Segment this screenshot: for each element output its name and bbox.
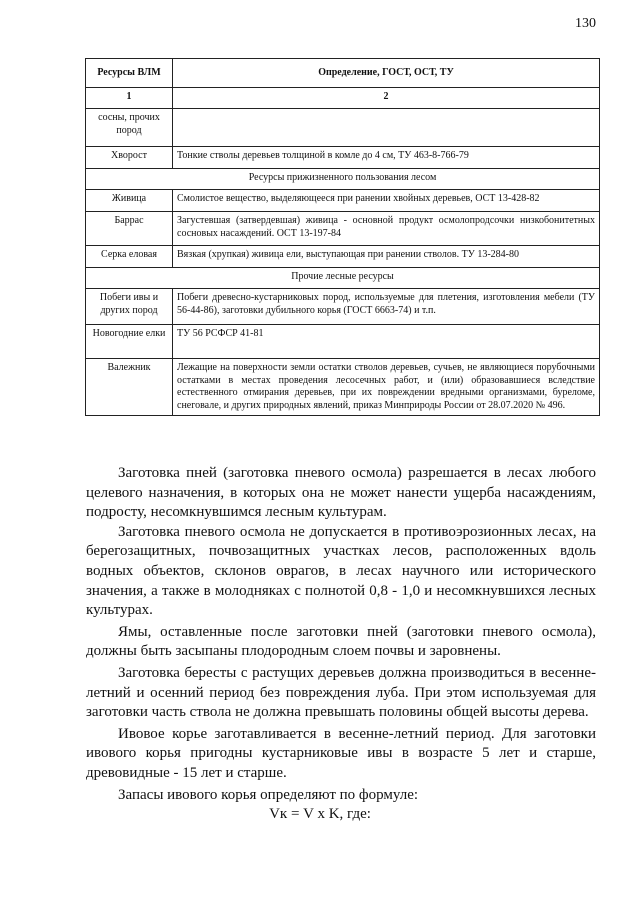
body-text bbox=[86, 464, 596, 805]
table-row bbox=[86, 246, 600, 268]
paragraph: Заготовка пней (заготовка пневого осмола) разрешается в лесах любого целевого назначения, в которых она не может нанести ущерба насаждениям, подросту, несомкнувшимся лесным культурам. bbox=[86, 465, 596, 521]
resource-name: Хворост bbox=[86, 147, 173, 169]
paragraph: Запасы ивового корья определяют по формуле: bbox=[118, 786, 419, 803]
resource-definition: Лежащие на поверхности земли остатки стволов деревьев, сучьев, не являющиеся порубочными остатками в местах проведения лесосечных работ, и (или) образовавшиеся вследствие естественного отмирания деревьев, при их повреждении вредными организмами, буреломе, снеговале, и других природных явлений, приказ Минприроды России от 28.07.2020 № 496. bbox=[173, 359, 600, 416]
resource-name: сосны, прочих пород bbox=[86, 109, 173, 147]
paragraph: Заготовка пневого осмола не допускается в противоэрозионных лесах, на берегозащитных, почвозащитных участках лесов, расположенных вдоль водных объектов, склонов оврагов, в лесах научного или исторического значения, а также в молодняках с полнотой 0,8 - 1,0 и несомкнувшихся лесных культурах. bbox=[86, 523, 596, 619]
resource-definition: Смолистое вещество, выделяющееся при ранении хвойных деревьев, ОСТ 13-428-82 bbox=[173, 190, 600, 212]
column-number-1: 1 bbox=[86, 88, 173, 109]
table-row bbox=[86, 359, 600, 416]
section-title: Прочие лесные ресурсы bbox=[86, 268, 600, 289]
header-resources: Ресурсы ВЛМ bbox=[86, 59, 173, 88]
resource-name: Живица bbox=[86, 190, 173, 212]
resource-definition: Побеги древесно-кустарниковых пород, используемые для плетения, изготовления мебели (ТУ 56-44-86), заготовки дубильного корья (ГОСТ 6663-74) и т.п. bbox=[173, 289, 600, 325]
resource-definition: ТУ 56 РСФСР 41-81 bbox=[173, 325, 600, 359]
page-number: 130 bbox=[575, 16, 596, 31]
resource-name: Побеги ивы и других пород bbox=[86, 289, 173, 325]
table-row bbox=[86, 325, 600, 359]
section-title: Ресурсы прижизненного пользования лесом bbox=[86, 169, 600, 190]
resource-name: Баррас bbox=[86, 212, 173, 246]
resource-definition bbox=[173, 109, 600, 147]
resource-name: Серка еловая bbox=[86, 246, 173, 268]
table-row bbox=[86, 289, 600, 325]
table-header-row bbox=[86, 59, 600, 88]
resource-definition: Тонкие стволы деревьев толщиной в комле до 4 см, ТУ 463-8-766-79 bbox=[173, 147, 600, 169]
section-row bbox=[86, 169, 600, 190]
resource-name: Новогодние елки bbox=[86, 325, 173, 359]
table-row bbox=[86, 190, 600, 212]
section-row bbox=[86, 268, 600, 289]
paragraph: Ямы, оставленные после заготовки пней (заготовки пневого осмола), должны быть засыпаны плодородным слоем почвы и заровнены. bbox=[86, 623, 596, 660]
table-row bbox=[86, 147, 600, 169]
resource-name: Валежник bbox=[86, 359, 173, 416]
resource-definition: Загустевшая (затвердевшая) живица - основной продукт осмолопродсочки низкобонитетных сосновых насаждений. ОСТ 13-197-84 bbox=[173, 212, 600, 246]
resources-table bbox=[85, 58, 600, 416]
header-definition: Определение, ГОСТ, ОСТ, ТУ bbox=[173, 59, 600, 88]
table-row bbox=[86, 109, 600, 147]
formula: Vк = V x K, где: bbox=[269, 806, 371, 822]
table-row bbox=[86, 212, 600, 246]
resource-definition: Вязкая (хрупкая) живица ели, выступающая при ранении стволов. ТУ 13-284-80 bbox=[173, 246, 600, 268]
paragraph: Заготовка бересты с растущих деревьев должна производиться в весенне-летний и осенний период без повреждения луба. При этом используемая для заготовки часть ствола не должна превышать половины общей высоты дерева. bbox=[86, 664, 596, 721]
column-number-row bbox=[86, 88, 600, 109]
paragraph: Ивовое корье заготавливается в весенне-летний период. Для заготовки ивового корья пригодны кустарниковые ивы в возрасте 5 лет и старше, древовидные - 15 лет и старше. bbox=[86, 725, 596, 781]
column-number-2: 2 bbox=[173, 88, 600, 109]
